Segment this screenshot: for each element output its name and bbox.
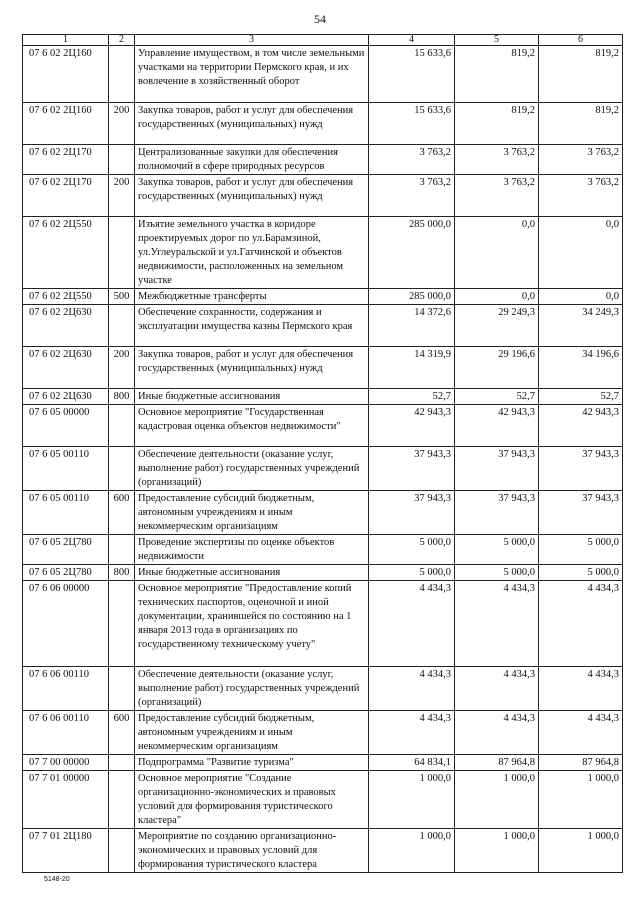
row-name: Основное мероприятие "Создание организационно-экономических и правовых условий для формирования туристического кластера" bbox=[135, 771, 369, 829]
row-expense-type bbox=[109, 217, 135, 289]
row-expense-type: 200 bbox=[109, 103, 135, 145]
row-value-col4: 3 763,2 bbox=[369, 175, 455, 217]
row-value-col4: 37 943,3 bbox=[369, 491, 455, 535]
row-value-col4: 5 000,0 bbox=[369, 535, 455, 565]
row-value-col6: 34 249,3 bbox=[539, 305, 623, 347]
row-name: Подпрограмма "Развитие туризма" bbox=[135, 755, 369, 771]
row-expense-type bbox=[109, 755, 135, 771]
row-code: 07 6 05 2Ц780 bbox=[23, 535, 109, 565]
table-row bbox=[23, 565, 623, 581]
row-value-col4: 52,7 bbox=[369, 389, 455, 405]
table-row bbox=[23, 46, 623, 103]
row-expense-type bbox=[109, 447, 135, 491]
row-code: 07 6 02 2Ц160 bbox=[23, 103, 109, 145]
page-number: 54 bbox=[314, 12, 326, 26]
row-expense-type bbox=[109, 771, 135, 829]
row-value-col6: 3 763,2 bbox=[539, 175, 623, 217]
row-value-col4: 285 000,0 bbox=[369, 289, 455, 305]
table-row bbox=[23, 145, 623, 175]
row-code: 07 6 02 2Ц170 bbox=[23, 145, 109, 175]
row-value-col4: 37 943,3 bbox=[369, 447, 455, 491]
row-value-col5: 1 000,0 bbox=[455, 829, 539, 873]
row-expense-type: 500 bbox=[109, 289, 135, 305]
row-value-col6: 3 763,2 bbox=[539, 145, 623, 175]
table-row bbox=[23, 405, 623, 447]
row-value-col5: 52,7 bbox=[455, 389, 539, 405]
row-name: Межбюджетные трансферты bbox=[135, 289, 369, 305]
row-code: 07 6 06 00110 bbox=[23, 667, 109, 711]
row-value-col4: 5 000,0 bbox=[369, 565, 455, 581]
table-row bbox=[23, 389, 623, 405]
row-name: Иные бюджетные ассигнования bbox=[135, 389, 369, 405]
row-name: Закупка товаров, работ и услуг для обеспечения государственных (муниципальных) нужд bbox=[135, 175, 369, 217]
row-expense-type bbox=[109, 535, 135, 565]
table-row bbox=[23, 771, 623, 829]
row-value-col5: 3 763,2 bbox=[455, 175, 539, 217]
row-value-col4: 3 763,2 bbox=[369, 145, 455, 175]
row-value-col6: 4 434,3 bbox=[539, 667, 623, 711]
row-name: Централизованные закупки для обеспечения полномочий в сфере природных ресурсов bbox=[135, 145, 369, 175]
row-code: 07 6 02 2Ц550 bbox=[23, 217, 109, 289]
row-value-col5: 42 943,3 bbox=[455, 405, 539, 447]
row-value-col5: 87 964,8 bbox=[455, 755, 539, 771]
row-expense-type: 800 bbox=[109, 565, 135, 581]
row-code: 07 7 00 00000 bbox=[23, 755, 109, 771]
row-value-col6: 1 000,0 bbox=[539, 771, 623, 829]
row-value-col5: 37 943,3 bbox=[455, 491, 539, 535]
row-value-col6: 42 943,3 bbox=[539, 405, 623, 447]
row-name: Изъятие земельного участка в коридоре проектируемых дорог по ул.Барамзиной, ул.Углеуральской и ул.Гатчинской и объектов недвижимости, расположенных на земельном участке bbox=[135, 217, 369, 289]
header-col-4: 4 bbox=[369, 35, 455, 46]
table-row bbox=[23, 305, 623, 347]
row-value-col6: 34 196,6 bbox=[539, 347, 623, 389]
row-name: Проведение экспертизы по оценке объектов недвижимости bbox=[135, 535, 369, 565]
row-value-col4: 285 000,0 bbox=[369, 217, 455, 289]
header-col-6: 6 bbox=[539, 35, 623, 46]
table-row bbox=[23, 829, 623, 873]
row-code: 07 6 02 2Ц160 bbox=[23, 46, 109, 103]
row-name: Мероприятие по созданию организационно-экономических и правовых условий для формирования туристического кластера bbox=[135, 829, 369, 873]
row-name: Основное мероприятие "Предоставление копий технических паспортов, оценочной и иной документации, хранившейся по состоянию на 1 января 2013 года в организациях по государственному техническому учету" bbox=[135, 581, 369, 667]
row-name: Закупка товаров, работ и услуг для обеспечения государственных (муниципальных) нужд bbox=[135, 103, 369, 145]
row-value-col6: 819,2 bbox=[539, 46, 623, 103]
table-row bbox=[23, 535, 623, 565]
header-col-1: 1 bbox=[23, 35, 109, 46]
row-value-col5: 819,2 bbox=[455, 46, 539, 103]
row-value-col6: 4 434,3 bbox=[539, 581, 623, 667]
row-value-col6: 37 943,3 bbox=[539, 491, 623, 535]
table-row bbox=[23, 175, 623, 217]
row-value-col4: 1 000,0 bbox=[369, 829, 455, 873]
row-value-col4: 4 434,3 bbox=[369, 667, 455, 711]
header-col-3: 3 bbox=[135, 35, 369, 46]
row-name: Обеспечение деятельности (оказание услуг, выполнение работ) государственных учреждений (организаций) bbox=[135, 447, 369, 491]
row-value-col4: 42 943,3 bbox=[369, 405, 455, 447]
row-value-col5: 1 000,0 bbox=[455, 771, 539, 829]
row-value-col6: 0,0 bbox=[539, 217, 623, 289]
row-code: 07 7 01 2Ц180 bbox=[23, 829, 109, 873]
table-row bbox=[23, 491, 623, 535]
row-value-col6: 1 000,0 bbox=[539, 829, 623, 873]
row-expense-type bbox=[109, 667, 135, 711]
row-value-col6: 5 000,0 bbox=[539, 565, 623, 581]
table-row bbox=[23, 755, 623, 771]
row-expense-type bbox=[109, 145, 135, 175]
row-code: 07 6 06 00110 bbox=[23, 711, 109, 755]
row-code: 07 6 02 2Ц170 bbox=[23, 175, 109, 217]
row-code: 07 7 01 00000 bbox=[23, 771, 109, 829]
row-value-col5: 819,2 bbox=[455, 103, 539, 145]
row-name: Предоставление субсидий бюджетным, автономным учреждениям и иным некоммерческим организациям bbox=[135, 491, 369, 535]
footer-document-code: 5148-20 bbox=[44, 876, 70, 883]
row-code: 07 6 05 2Ц780 bbox=[23, 565, 109, 581]
row-value-col4: 1 000,0 bbox=[369, 771, 455, 829]
row-code: 07 6 06 00000 bbox=[23, 581, 109, 667]
row-value-col4: 14 372,6 bbox=[369, 305, 455, 347]
table-row bbox=[23, 289, 623, 305]
row-value-col4: 4 434,3 bbox=[369, 581, 455, 667]
row-value-col5: 3 763,2 bbox=[455, 145, 539, 175]
row-expense-type: 800 bbox=[109, 389, 135, 405]
row-name: Иные бюджетные ассигнования bbox=[135, 565, 369, 581]
row-expense-type bbox=[109, 405, 135, 447]
row-value-col5: 0,0 bbox=[455, 217, 539, 289]
row-expense-type bbox=[109, 305, 135, 347]
row-name: Основное мероприятие "Государственная кадастровая оценка объектов недвижимости" bbox=[135, 405, 369, 447]
row-name: Предоставление субсидий бюджетным, автономным учреждениям и иным некоммерческим организациям bbox=[135, 711, 369, 755]
row-value-col5: 5 000,0 bbox=[455, 565, 539, 581]
table-row bbox=[23, 447, 623, 491]
row-name: Управление имуществом, в том числе земельными участками на территории Пермского края, и их вовлечение в хозяйственный оборот bbox=[135, 46, 369, 103]
row-code: 07 6 05 00110 bbox=[23, 491, 109, 535]
row-expense-type: 600 bbox=[109, 491, 135, 535]
row-value-col6: 37 943,3 bbox=[539, 447, 623, 491]
row-expense-type: 200 bbox=[109, 347, 135, 389]
table-row bbox=[23, 103, 623, 145]
row-value-col6: 5 000,0 bbox=[539, 535, 623, 565]
header-col-2: 2 bbox=[109, 35, 135, 46]
row-value-col5: 5 000,0 bbox=[455, 535, 539, 565]
row-code: 07 6 02 2Ц630 bbox=[23, 305, 109, 347]
row-expense-type: 600 bbox=[109, 711, 135, 755]
table-row bbox=[23, 347, 623, 389]
row-value-col5: 29 196,6 bbox=[455, 347, 539, 389]
row-value-col5: 4 434,3 bbox=[455, 667, 539, 711]
row-value-col5: 37 943,3 bbox=[455, 447, 539, 491]
row-code: 07 6 02 2Ц630 bbox=[23, 347, 109, 389]
row-value-col5: 4 434,3 bbox=[455, 711, 539, 755]
table-row bbox=[23, 711, 623, 755]
row-name: Обеспечение сохранности, содержания и эксплуатации имущества казны Пермского края bbox=[135, 305, 369, 347]
row-value-col5: 4 434,3 bbox=[455, 581, 539, 667]
table-row bbox=[23, 667, 623, 711]
row-expense-type bbox=[109, 46, 135, 103]
row-value-col6: 819,2 bbox=[539, 103, 623, 145]
row-value-col4: 15 633,6 bbox=[369, 46, 455, 103]
budget-table bbox=[22, 34, 623, 873]
row-value-col4: 64 834,1 bbox=[369, 755, 455, 771]
row-name: Обеспечение деятельности (оказание услуг, выполнение работ) государственных учреждений (организаций) bbox=[135, 667, 369, 711]
row-code: 07 6 05 00110 bbox=[23, 447, 109, 491]
row-expense-type bbox=[109, 581, 135, 667]
row-code: 07 6 02 2Ц550 bbox=[23, 289, 109, 305]
row-expense-type: 200 bbox=[109, 175, 135, 217]
row-code: 07 6 05 00000 bbox=[23, 405, 109, 447]
row-value-col6: 4 434,3 bbox=[539, 711, 623, 755]
table-row bbox=[23, 217, 623, 289]
row-value-col6: 0,0 bbox=[539, 289, 623, 305]
table-header-row bbox=[23, 35, 623, 46]
row-name: Закупка товаров, работ и услуг для обеспечения государственных (муниципальных) нужд bbox=[135, 347, 369, 389]
row-code: 07 6 02 2Ц630 bbox=[23, 389, 109, 405]
row-value-col4: 15 633,6 bbox=[369, 103, 455, 145]
row-expense-type bbox=[109, 829, 135, 873]
header-col-5: 5 bbox=[455, 35, 539, 46]
row-value-col6: 52,7 bbox=[539, 389, 623, 405]
row-value-col6: 87 964,8 bbox=[539, 755, 623, 771]
table-row bbox=[23, 581, 623, 667]
row-value-col5: 0,0 bbox=[455, 289, 539, 305]
row-value-col5: 29 249,3 bbox=[455, 305, 539, 347]
row-value-col4: 14 319,9 bbox=[369, 347, 455, 389]
row-value-col4: 4 434,3 bbox=[369, 711, 455, 755]
